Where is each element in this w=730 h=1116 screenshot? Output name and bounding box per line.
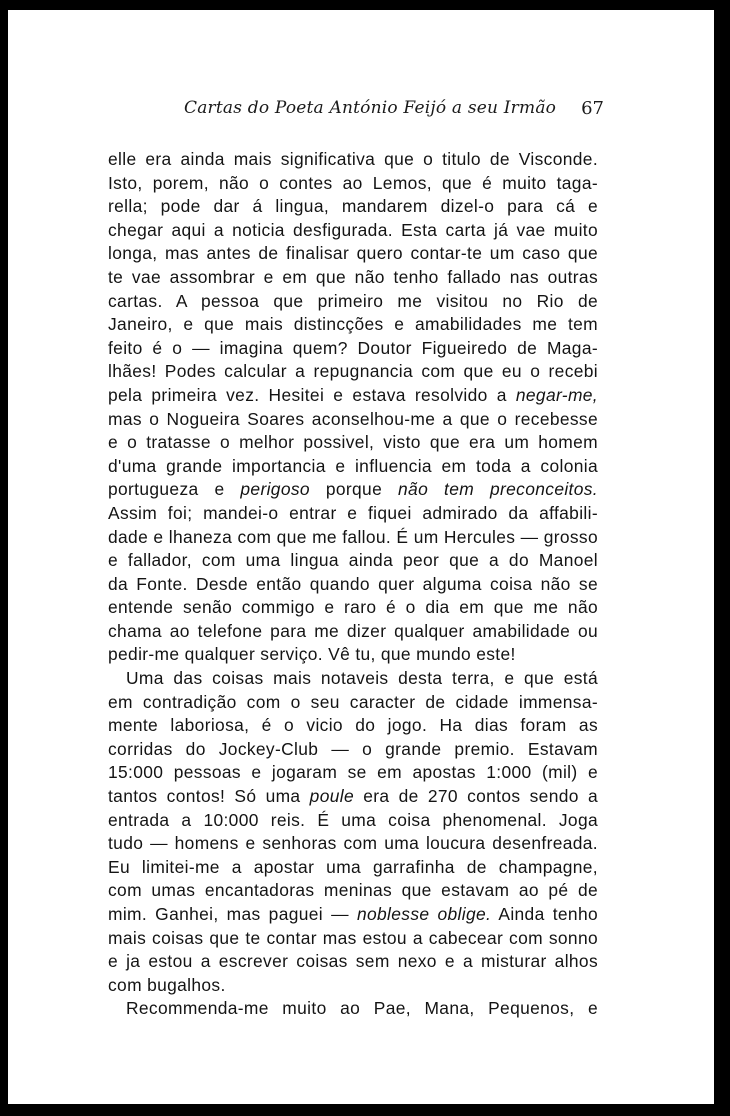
text-line: e fallador, com uma lingua ainda peor que a do Manoel xyxy=(108,550,598,571)
emphasis-text: poule xyxy=(309,786,354,807)
text-line: feito é o — imagina quem? Doutor Figueiredo de Maga- xyxy=(108,337,598,358)
text-line: com bugalhos. xyxy=(108,974,226,995)
text-line xyxy=(108,903,598,927)
text-run: pela primeira vez. Hesitei e estava resolvido a xyxy=(108,384,516,405)
text-line: elle era ainda mais significativa que o titulo de Visconde. xyxy=(108,149,598,169)
running-header xyxy=(184,98,604,126)
text-line: cartas. A pessoa que primeiro me visitou no Rio de xyxy=(108,290,598,311)
text-line: corridas do Jockey-Club — o grande premio. Estavam xyxy=(108,738,598,759)
text-line: em contradição com o seu caracter de cidade immensa- xyxy=(108,691,598,712)
text-run: era de 270 contos sendo a xyxy=(353,786,598,807)
text-line: Eu limitei-me a apostar uma garrafinha de champagne, xyxy=(108,856,598,877)
text-line: Uma das coisas mais notaveis desta terra, e que está xyxy=(126,668,598,689)
text-line: d'uma grande importancia e influencia em toda a colonia xyxy=(108,455,598,476)
text-line: longa, mas antes de finalisar quero contar-te um caso que xyxy=(108,243,598,264)
text-run: porque xyxy=(309,479,399,500)
emphasis-text: noblesse oblige. xyxy=(356,904,492,924)
text-run: mim. Ganhei, mas paguei — xyxy=(108,904,357,924)
text-line: Recommenda-me muito ao Pae, Mana, Pequenos, e xyxy=(126,998,598,1019)
text-line: te vae assombrar e em que não tenho fallado nas outras xyxy=(108,266,598,287)
text-line: 15:000 pessoas e jogaram se em apostas 1:000 (mil) e xyxy=(108,762,598,783)
text-run: Ainda tenho xyxy=(491,904,598,924)
text-line: dade e lhaneza com que me fallou. É um Hercules — grosso xyxy=(108,526,598,547)
text-line: e ja estou a escrever coisas sem nexo e a misturar alhos xyxy=(108,951,598,972)
text-run: tantos contos! Só uma xyxy=(108,786,310,807)
text-line: lhães! Podes calcular a repugnancia com que eu o recebi xyxy=(108,361,598,382)
emphasis-text: perigoso xyxy=(240,479,310,500)
text-run: portugueza e xyxy=(108,479,241,500)
text-line: e o tratasse o melhor possivel, visto que era um homem xyxy=(108,432,598,453)
text-line: com umas encantadoras meninas que estavam ao pé de xyxy=(108,880,598,901)
emphasis-text: não tem preconceitos. xyxy=(398,479,598,500)
text-line: Isto, porem, não o contes ao Lemos, que é muito taga- xyxy=(108,172,598,193)
header-title: Cartas do Poeta António Feijó a seu Irmão xyxy=(184,98,557,118)
text-line: mente laboriosa, é o vicio do jogo. Ha dias foram as xyxy=(108,715,598,736)
scan-border xyxy=(714,0,730,1116)
text-line: rella; pode dar á lingua, mandarem dizel-o para cá e xyxy=(108,196,598,217)
text-line xyxy=(108,478,598,502)
text-line: entende senão commigo e raro é o dia em que me não xyxy=(108,597,598,618)
text-line: da Fonte. Desde então quando quer alguma coisa não se xyxy=(108,573,598,594)
text-line: tudo — homens e senhoras com uma loucura desenfreada. xyxy=(108,833,598,854)
letter-body xyxy=(108,148,598,1021)
text-line xyxy=(108,785,598,809)
emphasis-text: negar-me, xyxy=(515,384,598,405)
text-line xyxy=(108,384,598,408)
text-line: Assim foi; mandei-o entrar e fiquei admirado da affabili- xyxy=(108,502,598,523)
text-line: mais coisas que te contar mas estou a cabecear com sonno xyxy=(108,927,598,948)
text-line: Janeiro, e que mais distincções e amabilidades me tem xyxy=(108,314,598,335)
text-line: entrada a 10:000 reis. É uma coisa phenomenal. Joga xyxy=(108,809,598,830)
page xyxy=(8,10,714,1104)
page-number: 67 xyxy=(581,98,604,119)
text-line: chegar aqui a noticia desfigurada. Esta carta já vae muito xyxy=(108,219,598,240)
text-line: pedir-me qualquer serviço. Vê tu, que mundo este! xyxy=(108,644,516,665)
text-line: mas o Nogueira Soares aconselhou-me a que o recebesse xyxy=(108,408,598,429)
text-line: chama ao telefone para me dizer qualquer amabilidade ou xyxy=(108,620,598,641)
